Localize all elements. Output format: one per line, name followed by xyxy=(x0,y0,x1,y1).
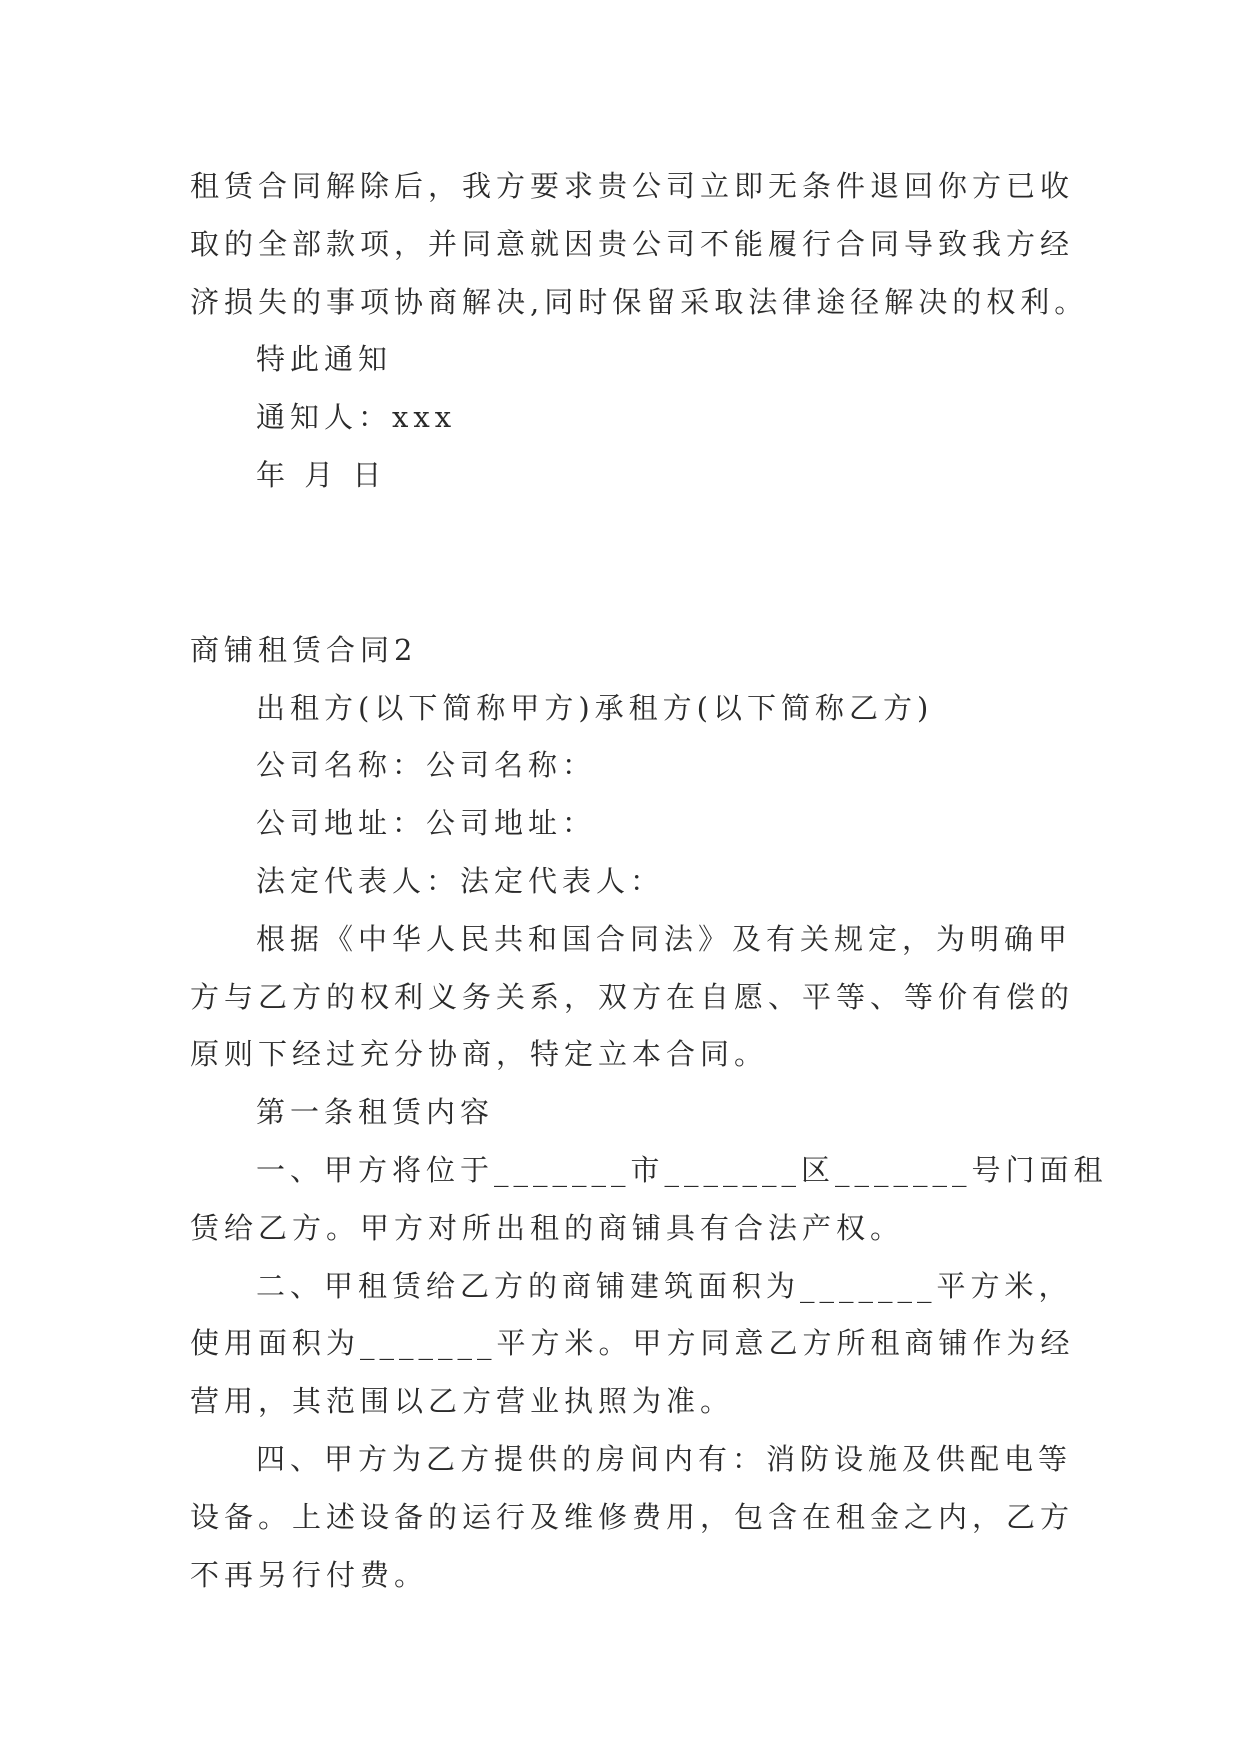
intro-line: 方与乙方的权利义务关系，双方在自愿、平等、等价有偿的 xyxy=(190,979,1075,1014)
item2-line: 营用，其范围以乙方营业执照为准。 xyxy=(190,1384,735,1419)
item2-line: 使用面积为_______平方米。甲方同意乙方所租商铺作为经 xyxy=(190,1326,1075,1361)
item4-line: 不再另行付费。 xyxy=(190,1557,429,1592)
intro-line: 根据《中华人民共和国合同法》及有关规定，为明确甲 xyxy=(256,921,1073,956)
section-gap xyxy=(190,505,1050,622)
parties-line: 出租方(以下简称甲方)承租方(以下简称乙方) xyxy=(256,690,934,725)
notifier-text: 通知人：xxx xyxy=(256,400,457,435)
section-title: 商铺租赁合同2 xyxy=(190,632,418,667)
paragraph-line: 取的全部款项，并同意就因贵公司不能履行合同导致我方经 xyxy=(190,226,1075,261)
item1-line: 赁给乙方。甲方对所出租的商铺具有合法产权。 xyxy=(190,1210,905,1245)
item1-line: 一、甲方将位于_______市_______区_______号门面租 xyxy=(256,1152,1108,1187)
company-name-line: 公司名称：公司名称： xyxy=(256,748,597,783)
article-title: 第一条租赁内容 xyxy=(256,1095,495,1130)
legal-rep-line: 法定代表人：法定代表人： xyxy=(256,863,665,898)
item2-line: 二、甲租赁给乙方的商铺建筑面积为_______平方米， xyxy=(256,1268,1073,1303)
document-body xyxy=(190,158,1108,1604)
item4-line: 四、甲方为乙方提供的房间内有：消防设施及供配电等 xyxy=(256,1441,1073,1476)
paragraph-line: 济损失的事项协商解决,同时保留采取法律途径解决的权利。 xyxy=(190,284,1089,319)
company-address-line: 公司地址：公司地址： xyxy=(256,806,597,841)
item4-line: 设备。上述设备的运行及维修费用，包含在租金之内，乙方 xyxy=(190,1499,1075,1534)
date-text: 年 月 日 xyxy=(256,457,387,492)
notice-text: 特此通知 xyxy=(256,342,393,377)
intro-line: 原则下经过充分协商，特定立本合同。 xyxy=(190,1037,769,1072)
paragraph-line: 租赁合同解除后，我方要求贵公司立即无条件退回你方已收 xyxy=(190,169,1075,203)
